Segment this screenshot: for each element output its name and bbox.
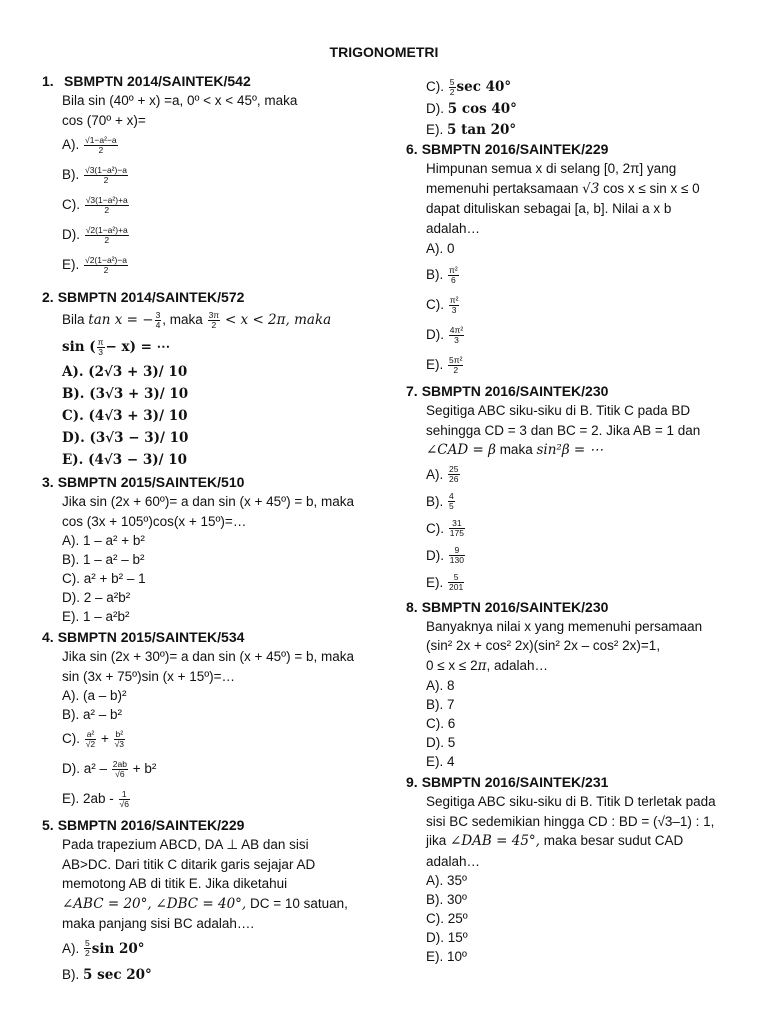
question-line: Jika sin (2x + 60º)= a dan sin (x + 45º) = b, maka [62, 494, 355, 509]
question-line: adalah… [426, 853, 481, 869]
fraction: $\frac{\text{√2(1−a²)+a}}{2}$ [85, 224, 128, 245]
question-line: Bila sin (40º + x) =a, 0º < x < 45º, maka [62, 93, 298, 108]
question-2-text [42, 307, 372, 361]
option-c: C). 25º [426, 911, 468, 926]
question-9-text [406, 792, 736, 871]
option-a: A). $\frac{25}{26}$ [426, 464, 459, 485]
question-line: sin ( $\frac{\pi}{3}$ − x) = ⋯ [62, 336, 171, 357]
question-line: Banyaknya nilai x yang memenuhi persamaan [426, 618, 703, 634]
question-line: cos (3x + 105º)cos(x + 15º)=… [62, 513, 247, 529]
question-2-options [42, 361, 372, 471]
question-line: maka panjang sisi BC adalah…. [62, 916, 255, 931]
option-a: A). 1 – a² + b² [62, 533, 145, 548]
question-8-header: 8. SBMPTN 2016/SAINTEK/230 [406, 598, 609, 615]
question-7-header: 7. SBMPTN 2016/SAINTEK/230 [406, 383, 609, 399]
option-a: A). (a – b)² [62, 688, 127, 703]
question-line: adalah… [426, 220, 481, 236]
question-5-header: 5. SBMPTN 2016/SAINTEK/229 [42, 817, 245, 833]
option-d: D). $\frac{\text{4π²}}{3}$ [426, 324, 464, 345]
question-7 [406, 382, 736, 596]
question-2-header [42, 288, 372, 307]
option-c: C). $\frac{\text{π²}}{3}$ [426, 294, 459, 315]
question-line: Jika sin (2x + 30º)= a dan sin (x + 45º) = b, maka [62, 649, 355, 664]
option-e: E). $\frac{\text{5π²}}{2}$ [426, 354, 463, 375]
option-a: A). 0 [426, 241, 455, 256]
question-9 [406, 773, 736, 966]
question-3-header: 3. SBMPTN 2015/SAINTEK/510 [42, 474, 245, 490]
option-a: A). 8 [426, 678, 455, 693]
option-b: B). a² – b² [62, 707, 123, 722]
option-d: D). 5 [426, 735, 456, 750]
question-line: jika ∠DAB = 45°, maka besar sudut CAD [426, 833, 684, 849]
question-9-header: 9. SBMPTN 2016/SAINTEK/231 [406, 774, 609, 790]
option-a: A). $\frac{\text{√1−a²−a}}{2}$ [62, 134, 117, 155]
question-8 [406, 598, 736, 772]
question-6 [406, 140, 736, 380]
option-b: B). $\frac{\text{√3(1−a²)−a}}{2}$ [62, 164, 128, 185]
question-4-text [42, 647, 372, 686]
question-line: Segitiga ABC siku-siku di B. Titik C pada BD [426, 403, 691, 418]
fraction: $\frac{\text{√2(1−a²)−a}}{2}$ [85, 254, 128, 275]
question-line: sehingga CD = 3 dan BC = 2. Jika AB = 1 dan [426, 422, 701, 438]
option-d: D). 5 cos 40° [426, 101, 517, 117]
question-8-options [406, 676, 736, 771]
fraction: $\frac{\text{√3(1−a²)−a}}{2}$ [85, 164, 128, 185]
question-line: dapat dituliskan sebagai [a, b]. Nilai a x b [426, 201, 672, 216]
option-a: A). 35º [426, 873, 467, 888]
fraction: $\frac{\text{√3(1−a²)+a}}{2}$ [85, 194, 128, 215]
option-e: E). 5 tan 20° [426, 122, 517, 138]
option-b: B). 1 – a² – b² [62, 552, 145, 567]
question-line: ∠ABC = 20°, ∠DBC = 40°, DC = 10 satuan, [62, 895, 348, 912]
right-column [406, 76, 736, 968]
option-b: B). 5 sec 20° [62, 966, 152, 983]
question-line: sisi BC sedemikian hingga CD : BD = (√3–1) : 1, [426, 813, 715, 829]
option-e: E). 2ab - $\frac{1}{√6}$ [62, 788, 129, 809]
option-e: E). (4√3 − 3)/ 10 [62, 452, 188, 468]
question-5-options-ab [42, 934, 372, 986]
question-4-header: 4. SBMPTN 2015/SAINTEK/534 [42, 629, 245, 645]
option-d: D). a² – $\frac{2ab}{√6}$ + b² [62, 758, 157, 779]
question-3-options [42, 531, 372, 626]
question-1 [42, 72, 372, 280]
question-3-text [42, 492, 372, 531]
option-c: C). $\frac{5}{2}$ sec 40° [426, 76, 512, 97]
option-c: C). $\frac{31}{175}$ [426, 518, 464, 539]
option-c: C). a² + b² – 1 [62, 571, 146, 586]
question-5 [42, 816, 372, 986]
option-e: E). 1 – a²b² [62, 609, 130, 624]
question-9-options [406, 871, 736, 966]
question-line: Pada trapezium ABCD, DA ⊥ AB dan sisi [62, 837, 309, 852]
question-source: SBMPTN 2014/SAINTEK/572 [57, 289, 245, 305]
option-e: E). 4 [426, 754, 455, 769]
question-line: memotong AB di titik E. Jika diketahui [62, 876, 288, 891]
question-2 [42, 288, 372, 471]
document-title: TRIGONOMETRI [329, 44, 439, 60]
question-1-header [42, 72, 372, 91]
question-line: ∠CAD = β maka sin²β = ⋯ [426, 442, 604, 458]
option-b: B). 7 [426, 697, 455, 712]
question-line: Bila tan x = − $\frac{3}{4}$ , maka $\frac{3\pi}{2}$ < x < 2π, maka [62, 309, 332, 330]
option-d: D). 15º [426, 930, 468, 945]
question-6-header: 6. SBMPTN 2016/SAINTEK/229 [406, 141, 609, 157]
fraction: $\frac{\text{√1−a²−a}}{2}$ [85, 134, 117, 155]
question-6-text [406, 159, 736, 238]
question-line: 0 ≤ x ≤ 2π, adalah… [426, 657, 549, 674]
option-b: B). 30º [426, 892, 467, 907]
option-b: B). (3√3 + 3)/ 10 [62, 386, 189, 402]
question-5-text [42, 835, 372, 934]
option-c: C). $\frac{\text{√3(1−a²)+a}}{2}$ [62, 194, 128, 215]
question-line: sin (3x + 75º)sin (x + 15º)=… [62, 668, 236, 684]
question-1-options [42, 130, 372, 280]
option-d: D). $\frac{9}{130}$ [426, 545, 464, 566]
question-5-options-cde [406, 76, 736, 140]
question-1-text [42, 91, 372, 130]
option-a: A). (2√3 + 3)/ 10 [62, 364, 188, 380]
question-line: Segitiga ABC siku-siku di B. Titik D terletak pada [426, 794, 716, 809]
question-8-text [406, 617, 736, 677]
question-number: 2. [42, 289, 54, 305]
question-number: 1. [42, 73, 54, 89]
option-d: D). 2 – a²b² [62, 590, 131, 605]
question-line: Himpunan semua x di selang [0, 2π] yang [426, 161, 677, 176]
option-c: C). 6 [426, 716, 456, 731]
question-4 [42, 628, 372, 814]
option-c: C). $\frac{\text{a²}}{√2}$ + $\frac{\text{b²}}{√3}$ [62, 728, 124, 749]
question-source: SBMPTN 2014/SAINTEK/542 [64, 73, 251, 89]
option-c: C). (4√3 + 3)/ 10 [62, 408, 188, 424]
option-d: D). (3√3 − 3)/ 10 [62, 430, 189, 446]
option-e: E). 10º [426, 949, 467, 964]
option-b: B). $\frac{\text{π²}}{6}$ [426, 264, 458, 285]
left-column [42, 72, 372, 988]
question-line: cos (70º + x)= [62, 112, 146, 128]
question-line: (sin² 2x + cos² 2x)(sin² 2x – cos² 2x)=1, [426, 638, 661, 653]
question-line: memenuhi pertaksamaan √3 cos x ≤ sin x ≤ 0 [426, 180, 700, 197]
question-7-options [406, 461, 736, 596]
option-e: E). $\frac{5}{201}$ [426, 572, 464, 593]
option-a: A). $\frac{5}{2}$ sin 20° [62, 938, 145, 959]
question-6-options [406, 238, 736, 380]
option-e: E). $\frac{\text{√2(1−a²)−a}}{2}$ [62, 254, 128, 275]
question-3 [42, 473, 372, 626]
question-7-text [406, 401, 736, 461]
option-b: B). $\frac{4}{5}$ [426, 491, 454, 512]
option-d: D). $\frac{\text{√2(1−a²)+a}}{2}$ [62, 224, 128, 245]
question-line: AB>DC. Dari titik C ditarik garis sejajar AD [62, 856, 316, 872]
question-4-options [42, 686, 372, 814]
